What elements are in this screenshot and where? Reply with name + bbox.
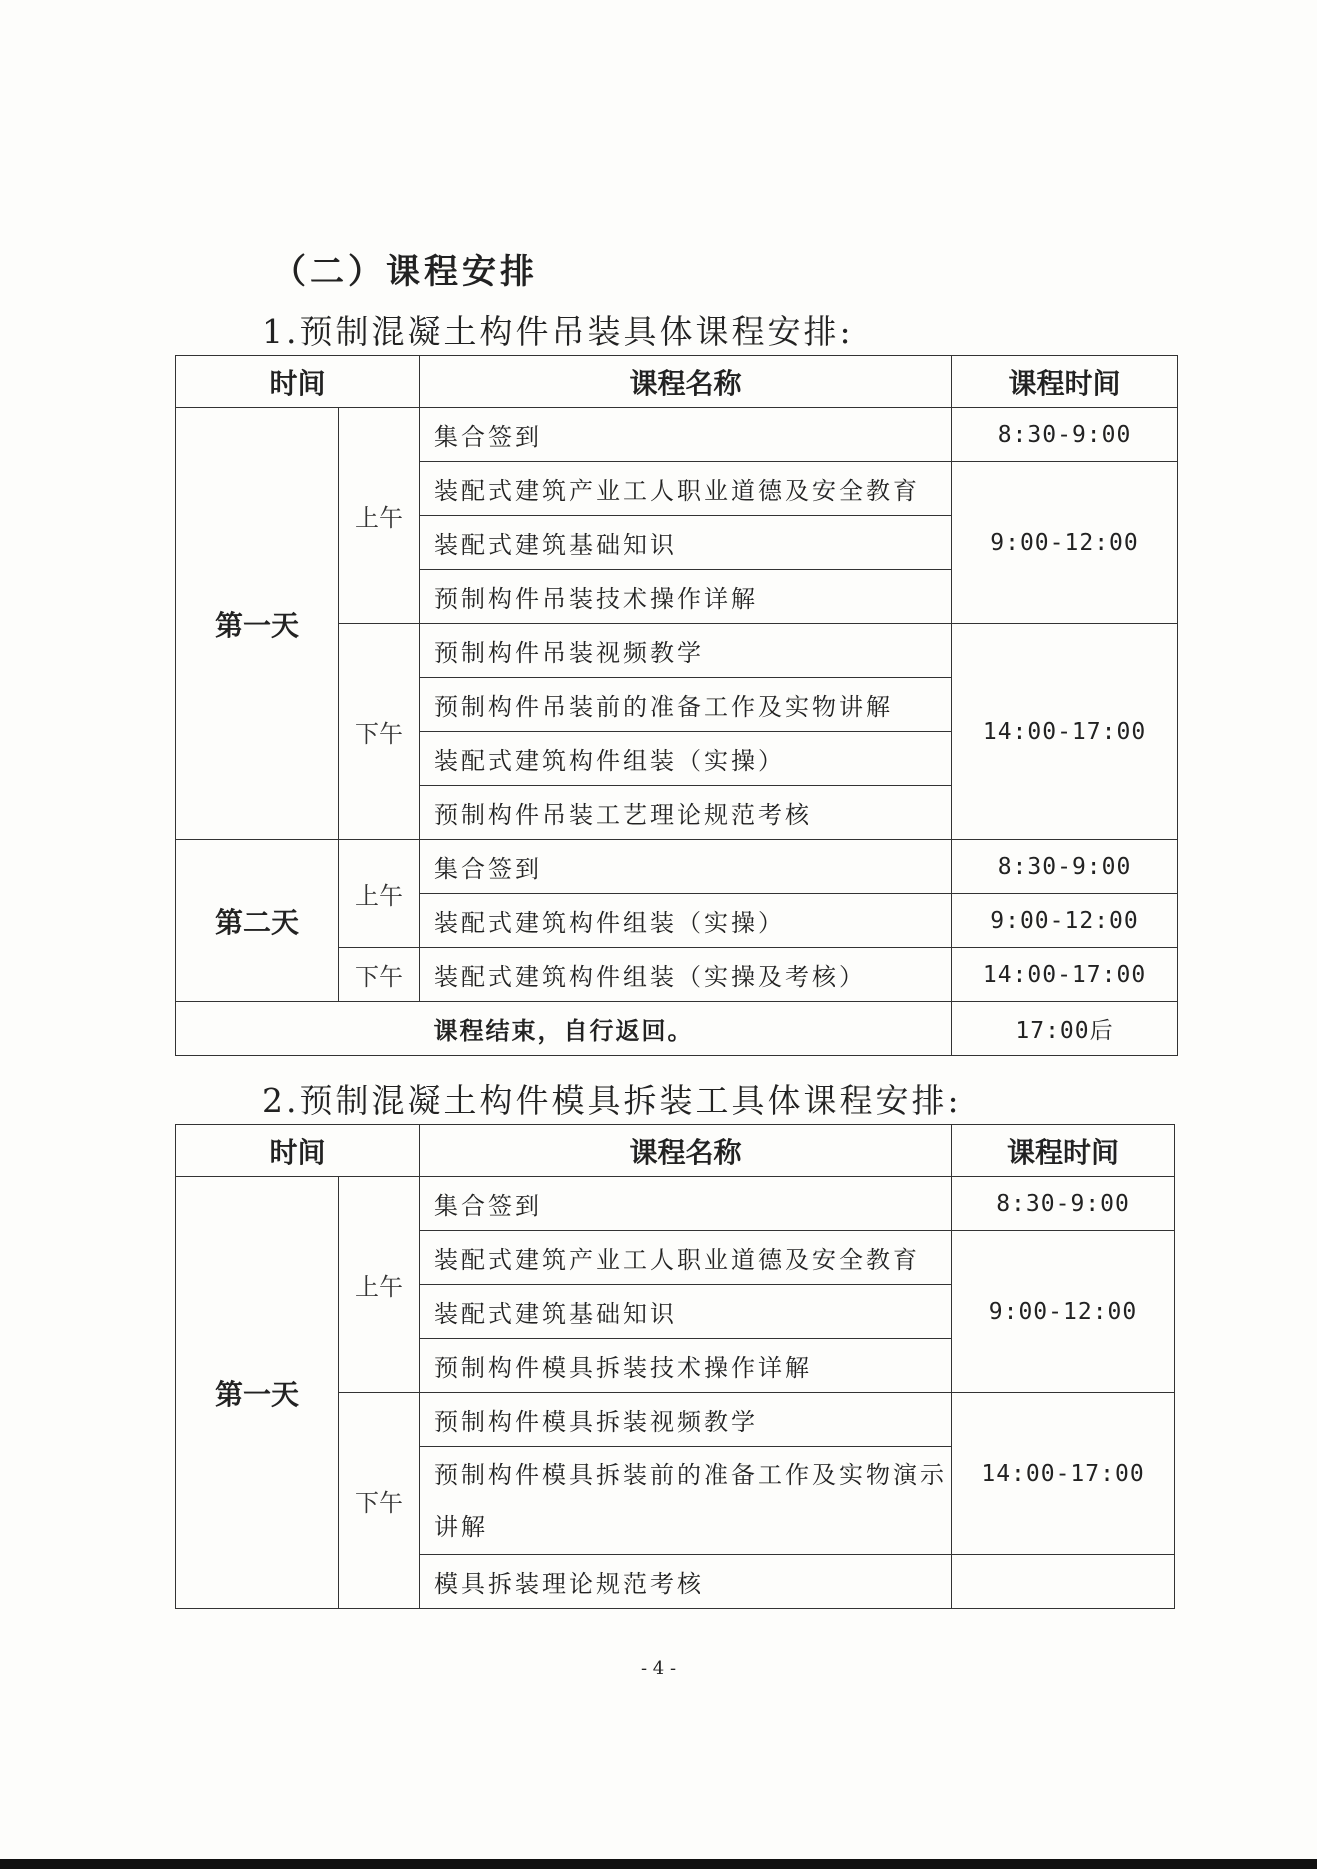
time-cell: 9:00-12:00 bbox=[952, 462, 1178, 624]
day-label: 第二天 bbox=[176, 840, 339, 1002]
time-cell: 9:00-12:00 bbox=[952, 1231, 1175, 1393]
course-cell: 预制构件模具拆装视频教学 bbox=[420, 1393, 952, 1447]
course-cell: 预制构件吊装工艺理论规范考核 bbox=[420, 786, 952, 840]
scan-edge bbox=[0, 1859, 1317, 1869]
period-pm: 下午 bbox=[339, 1393, 420, 1609]
schedule-table-1 bbox=[175, 355, 1178, 1056]
table-row bbox=[176, 408, 1178, 462]
page-number: - 4 - bbox=[640, 1658, 677, 1679]
course-cell: 预制构件模具拆装前的准备工作及实物演示讲解 bbox=[420, 1447, 952, 1555]
table-row bbox=[176, 1177, 1175, 1231]
course-cell: 集合签到 bbox=[420, 408, 952, 462]
course-end-note: 课程结束，自行返回。 bbox=[176, 1002, 952, 1056]
header-time: 时间 bbox=[176, 356, 420, 408]
table-header-row bbox=[176, 1125, 1175, 1177]
table-header-row bbox=[176, 356, 1178, 408]
time-cell-empty bbox=[952, 1555, 1175, 1609]
table2-caption: 2.预制混凝土构件模具拆装工具体课程安排: bbox=[262, 1081, 962, 1120]
course-cell: 装配式建筑构件组装（实操） bbox=[420, 732, 952, 786]
course-cell: 装配式建筑构件组装（实操及考核） bbox=[420, 948, 952, 1002]
time-cell: 14:00-17:00 bbox=[952, 1393, 1175, 1555]
time-cell: 8:30-9:00 bbox=[952, 1177, 1175, 1231]
header-course-time: 课程时间 bbox=[952, 1125, 1175, 1177]
course-cell: 预制构件吊装前的准备工作及实物讲解 bbox=[420, 678, 952, 732]
period-pm: 下午 bbox=[339, 948, 420, 1002]
course-cell: 预制构件吊装技术操作详解 bbox=[420, 570, 952, 624]
course-cell: 装配式建筑产业工人职业道德及安全教育 bbox=[420, 462, 952, 516]
course-cell: 预制构件吊装视频教学 bbox=[420, 624, 952, 678]
period-am: 上午 bbox=[339, 840, 420, 948]
course-cell: 集合签到 bbox=[420, 840, 952, 894]
time-cell: 8:30-9:00 bbox=[952, 408, 1178, 462]
day-label: 第一天 bbox=[176, 1177, 339, 1609]
period-am: 上午 bbox=[339, 408, 420, 624]
time-cell: 14:00-17:00 bbox=[952, 948, 1178, 1002]
table-row bbox=[176, 840, 1178, 894]
course-cell: 预制构件模具拆装技术操作详解 bbox=[420, 1339, 952, 1393]
course-cell: 装配式建筑构件组装（实操） bbox=[420, 894, 952, 948]
time-cell: 8:30-9:00 bbox=[952, 840, 1178, 894]
time-cell: 17:00后 bbox=[952, 1002, 1178, 1056]
period-am: 上午 bbox=[339, 1177, 420, 1393]
schedule-table-2 bbox=[175, 1124, 1175, 1609]
time-cell: 14:00-17:00 bbox=[952, 624, 1178, 840]
section-heading: （二）课程安排 bbox=[272, 252, 538, 292]
course-cell: 装配式建筑基础知识 bbox=[420, 516, 952, 570]
table-row-end bbox=[176, 1002, 1178, 1056]
course-cell: 装配式建筑产业工人职业道德及安全教育 bbox=[420, 1231, 952, 1285]
period-pm: 下午 bbox=[339, 624, 420, 840]
day-label: 第一天 bbox=[176, 408, 339, 840]
header-course-name: 课程名称 bbox=[420, 1125, 952, 1177]
course-cell: 模具拆装理论规范考核 bbox=[420, 1555, 952, 1609]
course-cell: 装配式建筑基础知识 bbox=[420, 1285, 952, 1339]
header-time: 时间 bbox=[176, 1125, 420, 1177]
table1-caption: 1.预制混凝土构件吊装具体课程安排: bbox=[262, 312, 854, 351]
header-course-name: 课程名称 bbox=[420, 356, 952, 408]
time-cell: 9:00-12:00 bbox=[952, 894, 1178, 948]
header-course-time: 课程时间 bbox=[952, 356, 1178, 408]
course-cell: 集合签到 bbox=[420, 1177, 952, 1231]
